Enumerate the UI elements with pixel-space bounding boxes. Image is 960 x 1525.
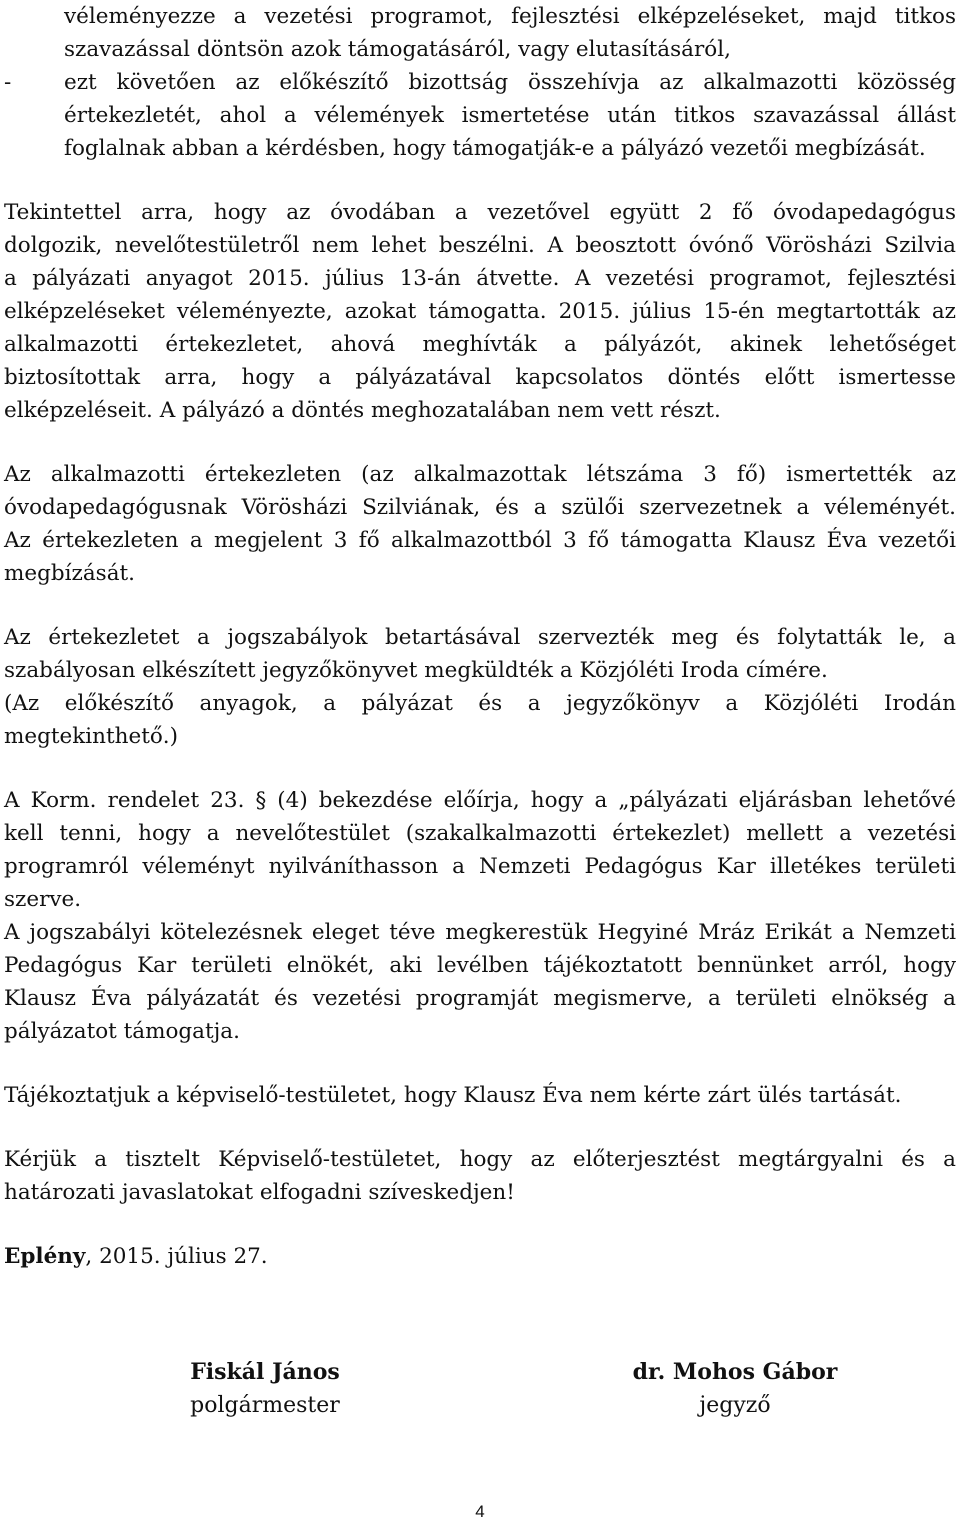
paragraph-gap bbox=[4, 1112, 956, 1143]
signer-role: polgármester bbox=[190, 1393, 340, 1418]
text-line: Az értekezletet a jogszabályok betartásával szervezték meg és folytatták le, a bbox=[4, 625, 956, 650]
text-line: dolgozik, nevelőtestületről nem lehet beszélni. A beosztott óvónő Vörösházi Szilvia bbox=[4, 233, 956, 258]
text-line: véleményezze a vezetési programot, fejlesztési elképzeléseket, majd titkos bbox=[64, 4, 956, 29]
text-line: alkalmazotti értekezletet, ahová meghívták a pályázót, akinek lehetőséget bbox=[4, 332, 956, 357]
text-line: Kérjük a tisztelt Képviselő-testületet, hogy az előterjesztést megtárgyalni és a bbox=[4, 1147, 956, 1172]
text-line: megbízását. bbox=[4, 561, 135, 586]
text-line bbox=[4, 66, 956, 99]
text-line: programról véleményt nyilváníthasson a Nemzeti Pedagógus Kar illetékes területi bbox=[4, 854, 956, 879]
text-line: Az értekezleten a megjelent 3 fő alkalmazottból 3 fő támogatta Klausz Éva vezetői bbox=[4, 528, 956, 553]
text-line: kell tenni, hogy a nevelőtestület (szakalkalmazotti értekezlet) mellett a vezetési bbox=[4, 821, 956, 846]
text-line: A Korm. rendelet 23. § (4) bekezdése előírja, hogy a „pályázati eljárásban lehetővé bbox=[4, 788, 956, 813]
text-line: Klausz Éva pályázatát és vezetési programját megismerve, a területi elnökség a bbox=[4, 986, 956, 1011]
paragraph-gap bbox=[4, 590, 956, 621]
text-line: elképzeléseket véleményezte, azokat támogatta. 2015. július 15-én megtartották az bbox=[4, 299, 956, 324]
signer-name: dr. Mohos Gábor bbox=[632, 1359, 838, 1385]
text-line-content: ezt követően az előkészítő bizottság összehívja az alkalmazotti közösség bbox=[64, 70, 956, 95]
paragraph-gap bbox=[4, 753, 956, 784]
text-line: szerve. bbox=[4, 887, 82, 912]
paragraph-6 bbox=[4, 1079, 956, 1112]
text-line: megtekinthető.) bbox=[4, 724, 179, 749]
list-dash: - bbox=[4, 70, 12, 95]
text-line: óvodapedagógusnak Vörösházi Szilviának, és a szülői szervezetnek a véleményét. bbox=[4, 495, 956, 520]
date-text: , 2015. július 27. bbox=[85, 1244, 268, 1269]
place-name: Eplény bbox=[4, 1244, 86, 1269]
text-line: (Az előkészítő anyagok, a pályázat és a jegyzőkönyv a Közjóléti Irodán bbox=[4, 691, 956, 716]
paragraph-gap bbox=[4, 165, 956, 196]
paragraph-7 bbox=[4, 1143, 956, 1209]
text-line: Az alkalmazotti értekezleten (az alkalmazottak létszáma 3 fő) ismertették az bbox=[4, 462, 956, 487]
paragraph-2 bbox=[4, 458, 956, 590]
text-line: Tájékoztatjuk a képviselő-testületet, hogy Klausz Éva nem kérte zárt ülés tartását. bbox=[4, 1083, 902, 1108]
text-line: szavazással döntsön azok támogatásáról, vagy elutasításáról, bbox=[64, 37, 731, 62]
paragraph-3 bbox=[4, 621, 956, 753]
text-line: A jogszabályi kötelezésnek eleget téve megkerestük Hegyiné Mráz Erikát a Nemzeti bbox=[4, 920, 956, 945]
paragraph-4 bbox=[4, 784, 956, 916]
document-body bbox=[4, 0, 956, 1273]
text-line: értekezletét, ahol a vélemények ismertetése után titkos szavazással állást bbox=[64, 103, 956, 128]
signature-right bbox=[620, 1355, 850, 1423]
signer-name: Fiskál János bbox=[190, 1359, 340, 1385]
signer-role: jegyző bbox=[699, 1393, 771, 1418]
text-line: foglalnak abban a kérdésben, hogy támogatják-e a pályázó vezetői megbízását. bbox=[64, 136, 926, 161]
page-number: 4 bbox=[475, 1502, 485, 1521]
text-line: Tekintettel arra, hogy az óvodában a vezetővel együtt 2 fő óvodapedagógus bbox=[4, 200, 956, 225]
paragraph-gap bbox=[4, 427, 956, 458]
signature-left bbox=[175, 1355, 355, 1423]
paragraph-5 bbox=[4, 916, 956, 1048]
text-line: biztosítottak arra, hogy a pályázatával kapcsolatos döntés előtt ismertesse bbox=[4, 365, 956, 390]
paragraph-gap bbox=[4, 1048, 956, 1079]
text-line: határozati javaslatokat elfogadni szíveskedjen! bbox=[4, 1180, 515, 1205]
paragraph-gap bbox=[4, 1209, 956, 1240]
date-line bbox=[4, 1240, 956, 1273]
text-line bbox=[4, 1240, 956, 1273]
text-line: elképzeléseit. A pályázó a döntés meghozatalában nem vett részt. bbox=[4, 398, 721, 423]
text-line: Pedagógus Kar területi elnökét, aki levélben tájékoztatott bennünket arról, hogy bbox=[4, 953, 956, 978]
text-line: a pályázati anyagot 2015. július 13-án átvette. A vezetési programot, fejlesztési bbox=[4, 266, 956, 291]
paragraph-1 bbox=[4, 196, 956, 427]
text-line: pályázatot támogatja. bbox=[4, 1019, 240, 1044]
intro-block bbox=[4, 0, 956, 165]
text-line: szabályosan elkészített jegyzőkönyvet megküldték a Közjóléti Iroda címére. bbox=[4, 658, 828, 683]
